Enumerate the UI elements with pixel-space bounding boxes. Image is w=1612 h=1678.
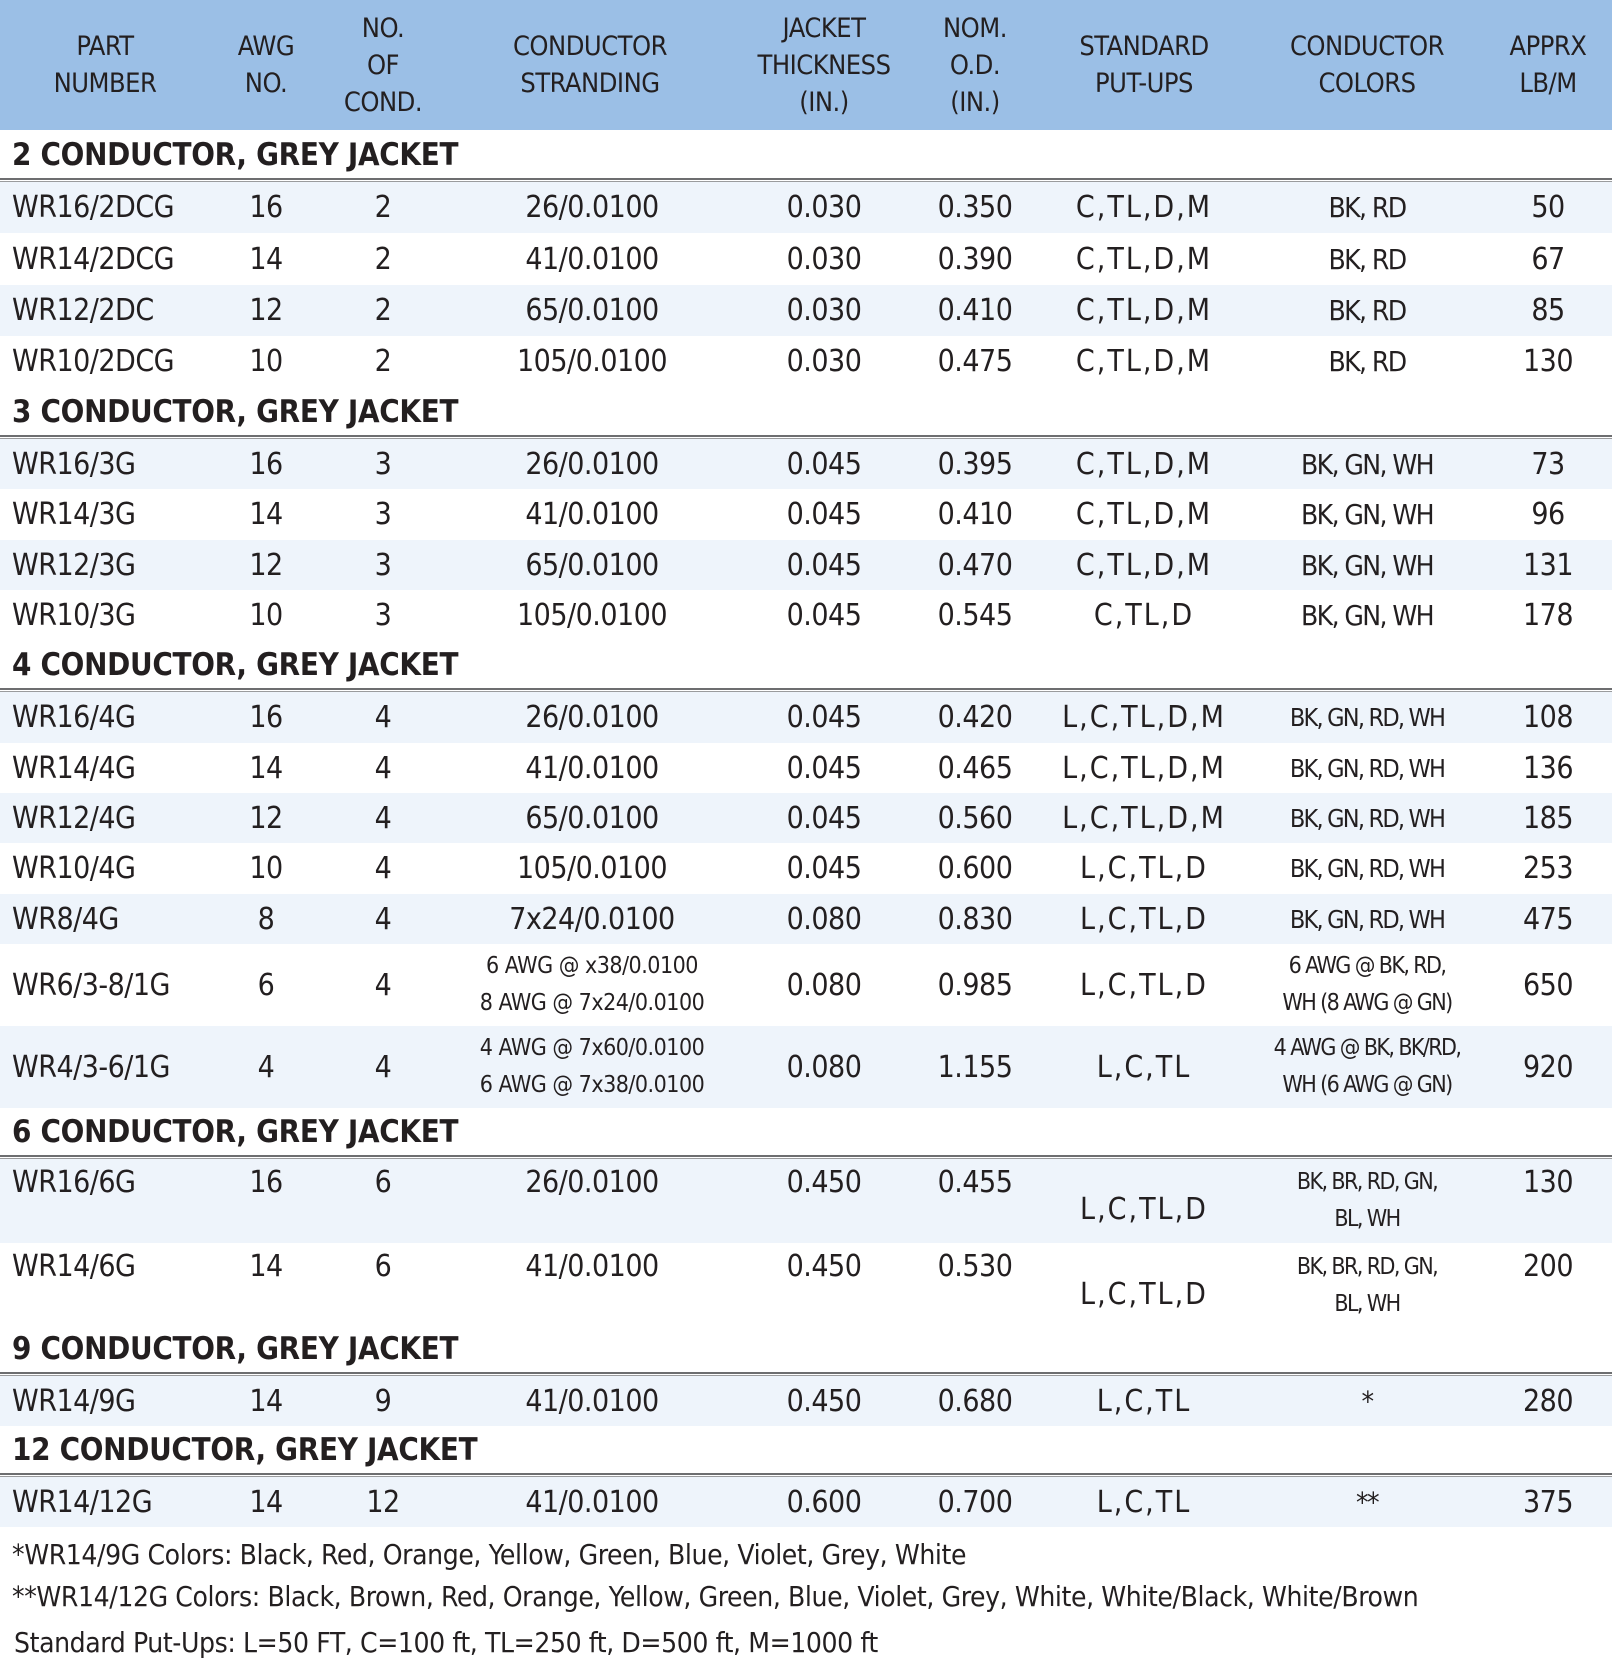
cell-lbm: 130 xyxy=(1522,343,1573,379)
cell-jacket: 0.045 xyxy=(786,750,862,786)
cell-awg: 14 xyxy=(249,1484,283,1520)
cell-awg: 12 xyxy=(249,547,283,583)
cell-part: WR12/2DC xyxy=(12,293,154,328)
cell-awg: 14 xyxy=(249,497,283,532)
cell-stranding xyxy=(440,336,744,386)
footnote-9g-colors: *WR14/9G Colors: Black, Red, Orange, Yellow, Green, Blue, Violet, Grey, White xyxy=(12,1538,967,1571)
cell-jacket: 0.080 xyxy=(786,901,862,937)
cell-stranding-line: 26/0.0100 xyxy=(525,190,659,225)
cell-stranding xyxy=(440,233,744,285)
cell-lbm: 67 xyxy=(1531,241,1565,277)
cell-awg: 12 xyxy=(249,800,283,836)
cell-cond: 6 xyxy=(374,1249,392,1284)
cell-stranding xyxy=(440,793,744,843)
cell-stranding-line: 8 AWG @ 7x24/0.0100 xyxy=(479,990,705,1016)
cell-od: 0.680 xyxy=(937,1383,1013,1419)
header-text: CONDUCTOR xyxy=(1289,31,1445,62)
cell-cond: 12 xyxy=(366,1484,400,1520)
table-row xyxy=(0,489,1612,540)
cell-lbm: 96 xyxy=(1531,497,1565,532)
cell-colors xyxy=(1244,233,1490,285)
cell-cond: 2 xyxy=(374,343,392,379)
cell-awg: 16 xyxy=(249,1165,283,1200)
cell-od: 0.560 xyxy=(937,800,1013,836)
header-apprx-lbm xyxy=(1490,0,1606,130)
cell-colors xyxy=(1244,1243,1490,1329)
section-title: 9 CONDUCTOR, GREY JACKET xyxy=(12,1331,459,1367)
cell-colors xyxy=(1244,540,1490,590)
cell-jacket: 0.450 xyxy=(786,1165,862,1200)
cell-awg: 12 xyxy=(249,293,283,328)
cell-colors-line: 6 AWG @ BK, RD, xyxy=(1288,953,1446,979)
cell-jacket: 0.030 xyxy=(786,343,862,379)
cell-od: 0.465 xyxy=(937,750,1013,786)
cell-stranding xyxy=(440,182,744,233)
cell-jacket: 0.045 xyxy=(786,446,862,482)
header-awg-no xyxy=(216,0,316,130)
header-text: PART xyxy=(76,31,134,62)
cell-lbm: 280 xyxy=(1522,1383,1573,1419)
table-row xyxy=(0,1477,1612,1527)
cell-jacket: 0.030 xyxy=(786,293,862,328)
cell-jacket: 0.080 xyxy=(786,967,862,1003)
cell-colors-line: BK, GN, WH xyxy=(1300,598,1433,632)
cell-colors-line: BK, GN, WH xyxy=(1300,447,1433,481)
cell-colors xyxy=(1244,1159,1490,1243)
cell-stranding-line: 6 AWG @ x38/0.0100 xyxy=(486,953,698,979)
cell-lbm: 130 xyxy=(1522,1165,1573,1200)
cell-stranding-line: 41/0.0100 xyxy=(525,750,659,786)
cell-part: WR14/2DCG xyxy=(12,241,175,277)
cell-colors-line: BK, RD xyxy=(1328,344,1406,378)
cell-putups: C,TL,D,M xyxy=(1075,446,1213,482)
table-row xyxy=(0,233,1612,285)
cell-lbm: 131 xyxy=(1522,547,1573,583)
cell-stranding-line: 65/0.0100 xyxy=(525,547,659,583)
cell-cond: 3 xyxy=(374,446,392,482)
cell-stranding-line: 41/0.0100 xyxy=(525,241,659,277)
header-text: STANDARD xyxy=(1079,31,1209,62)
cell-putups: C,TL,D,M xyxy=(1075,343,1213,379)
cell-stranding-line: 105/0.0100 xyxy=(516,597,667,633)
cell-od: 0.420 xyxy=(937,700,1013,735)
cell-stranding-line: 7x24/0.0100 xyxy=(509,901,675,937)
cell-cond: 4 xyxy=(374,750,392,786)
table-row xyxy=(0,590,1612,640)
table-row xyxy=(0,793,1612,843)
cell-awg: 8 xyxy=(257,901,275,937)
cell-colors xyxy=(1244,843,1490,894)
cell-awg: 14 xyxy=(249,1383,283,1419)
cell-cond: 3 xyxy=(374,497,392,532)
cell-stranding xyxy=(440,743,744,793)
table-row xyxy=(0,692,1612,743)
cell-colors-line: BK, BR, RD, GN, xyxy=(1296,1254,1438,1280)
section-title: 4 CONDUCTOR, GREY JACKET xyxy=(12,647,459,683)
cell-awg: 14 xyxy=(249,1249,283,1284)
table-row xyxy=(0,944,1612,1026)
cell-part: WR14/12G xyxy=(12,1484,153,1520)
cell-stranding xyxy=(440,692,744,743)
cell-putups: L,C,TL,D xyxy=(1080,1276,1208,1312)
cell-colors xyxy=(1244,944,1490,1026)
cell-stranding xyxy=(440,1477,744,1527)
cell-part: WR10/2DCG xyxy=(12,343,175,379)
header-text: APPRX xyxy=(1509,31,1587,62)
cell-colors xyxy=(1244,489,1490,540)
cell-part: WR14/4G xyxy=(12,750,136,786)
header-text: COND. xyxy=(343,86,423,118)
footnote-12g-colors: **WR14/12G Colors: Black, Brown, Red, Orange, Yellow, Green, Blue, Violet, Grey, White, White/Black, White/Brown xyxy=(12,1580,1419,1613)
cell-od: 1.155 xyxy=(937,1049,1013,1085)
cell-colors-line: ** xyxy=(1356,1485,1378,1519)
cell-stranding-line: 65/0.0100 xyxy=(525,800,659,836)
header-text: NUMBER xyxy=(53,68,157,99)
cell-part: WR12/4G xyxy=(12,800,136,836)
cell-stranding-line: 41/0.0100 xyxy=(525,1383,659,1419)
table-row xyxy=(0,843,1612,894)
header-conductor-colors xyxy=(1260,0,1474,130)
cell-stranding xyxy=(440,843,744,894)
cell-stranding xyxy=(440,439,744,489)
cell-putups: L,C,TL xyxy=(1096,1383,1192,1419)
cell-putups: C,TL,D,M xyxy=(1075,293,1213,328)
cell-putups: L,C,TL xyxy=(1096,1049,1192,1085)
cell-part: WR14/6G xyxy=(12,1249,136,1284)
cell-putups: L,C,TL,D,M xyxy=(1062,750,1226,786)
cell-jacket: 0.030 xyxy=(786,190,862,225)
cell-od: 0.700 xyxy=(937,1484,1013,1520)
cell-stranding-line: 41/0.0100 xyxy=(525,497,659,532)
cell-colors-line: 4 AWG @ BK, BK/RD, xyxy=(1273,1035,1461,1061)
cell-lbm: 136 xyxy=(1522,750,1573,786)
cell-cond: 3 xyxy=(374,597,392,633)
cell-cond: 4 xyxy=(374,1049,392,1085)
cell-colors-line: BK, RD xyxy=(1328,191,1406,224)
cell-lbm: 475 xyxy=(1522,901,1573,937)
cell-lbm: 178 xyxy=(1522,597,1573,633)
cell-od: 0.470 xyxy=(937,547,1013,583)
header-text: JACKET xyxy=(782,12,866,44)
header-text: PUT-UPS xyxy=(1095,68,1193,99)
cell-stranding-line: 26/0.0100 xyxy=(525,700,659,735)
cell-colors-line: BK, RD xyxy=(1328,242,1406,276)
cell-stranding-line: 41/0.0100 xyxy=(525,1249,659,1284)
cell-colors-line: BK, GN, RD, WH xyxy=(1289,753,1445,783)
cell-putups: C,TL,D,M xyxy=(1075,497,1213,532)
cell-lbm: 650 xyxy=(1522,967,1573,1003)
cell-part: WR8/4G xyxy=(12,901,119,937)
cell-lbm: 920 xyxy=(1522,1049,1573,1085)
cell-part: WR10/4G xyxy=(12,851,136,886)
cell-putups: C,TL,D xyxy=(1093,597,1195,633)
cell-od: 0.395 xyxy=(937,446,1013,482)
cell-colors-line: WH (6 AWG @ GN) xyxy=(1282,1072,1452,1098)
cell-jacket: 0.045 xyxy=(786,800,862,836)
cell-awg: 16 xyxy=(249,700,283,735)
cell-colors-line: BK, GN, WH xyxy=(1300,548,1433,582)
cell-jacket: 0.045 xyxy=(786,497,862,532)
cell-colors-line: BL, WH xyxy=(1334,1206,1400,1232)
cell-jacket: 0.045 xyxy=(786,700,862,735)
cell-cond: 4 xyxy=(374,700,392,735)
section-title: 6 CONDUCTOR, GREY JACKET xyxy=(12,1114,459,1150)
cell-colors-line: BK, GN, WH xyxy=(1300,498,1433,531)
header-text: NO. xyxy=(244,68,288,99)
cell-part: WR16/2DCG xyxy=(12,190,175,225)
cell-od: 0.350 xyxy=(937,190,1013,225)
cell-od: 0.530 xyxy=(937,1249,1013,1284)
cell-jacket: 0.450 xyxy=(786,1383,862,1419)
header-text: NOM. xyxy=(943,12,1007,44)
cell-stranding xyxy=(440,1026,744,1108)
cell-colors xyxy=(1244,590,1490,640)
cell-cond: 2 xyxy=(374,190,392,225)
cell-stranding xyxy=(440,590,744,640)
cell-colors-line: BK, GN, RD, WH xyxy=(1289,803,1445,833)
cell-part: WR10/3G xyxy=(12,597,136,633)
cell-od: 0.455 xyxy=(937,1165,1013,1200)
cell-colors xyxy=(1244,793,1490,843)
cell-lbm: 200 xyxy=(1522,1249,1573,1284)
table-row xyxy=(0,540,1612,590)
cell-od: 0.410 xyxy=(937,497,1013,532)
cell-awg: 14 xyxy=(249,750,283,786)
header-text: LB/M xyxy=(1519,68,1577,99)
cell-colors-line: BK, GN, RD, WH xyxy=(1289,904,1445,934)
table-row xyxy=(0,1376,1612,1426)
cell-jacket: 0.045 xyxy=(786,597,862,633)
table-row xyxy=(0,743,1612,793)
cell-colors xyxy=(1244,439,1490,489)
cell-part: WR14/3G xyxy=(12,497,136,532)
header-text: AWG xyxy=(237,31,295,62)
section-title: 2 CONDUCTOR, GREY JACKET xyxy=(12,137,459,173)
cell-colors xyxy=(1244,336,1490,386)
cell-awg: 4 xyxy=(257,1049,275,1085)
header-standard-put-ups xyxy=(1040,0,1248,130)
cell-lbm: 185 xyxy=(1522,800,1573,836)
cell-od: 0.475 xyxy=(937,343,1013,379)
table-row xyxy=(0,894,1612,944)
header-conductor-stranding xyxy=(462,0,718,130)
cell-stranding xyxy=(440,285,744,336)
cell-stranding-line: 105/0.0100 xyxy=(516,851,667,886)
cell-part: WR12/3G xyxy=(12,547,136,583)
cell-colors-line: BK, BR, RD, GN, xyxy=(1296,1169,1438,1195)
header-text: THICKNESS xyxy=(757,49,891,81)
table-row xyxy=(0,1159,1612,1243)
cell-stranding xyxy=(440,1159,744,1243)
cell-cond: 2 xyxy=(374,293,392,328)
cell-lbm: 73 xyxy=(1531,446,1565,482)
cell-part: WR16/6G xyxy=(12,1165,136,1200)
cell-awg: 14 xyxy=(249,241,283,277)
cell-stranding xyxy=(440,1376,744,1426)
cell-cond: 6 xyxy=(374,1165,392,1200)
cell-cond: 4 xyxy=(374,967,392,1003)
cell-cond: 2 xyxy=(374,241,392,277)
cell-part: WR6/3-8/1G xyxy=(12,967,170,1003)
cell-cond: 4 xyxy=(374,901,392,937)
table-row xyxy=(0,1026,1612,1108)
cell-colors-line: BK, GN, RD, WH xyxy=(1289,854,1445,883)
cell-colors xyxy=(1244,894,1490,944)
table-row xyxy=(0,285,1612,336)
cell-od: 0.545 xyxy=(937,597,1013,633)
cell-colors-line: * xyxy=(1361,1384,1373,1418)
cell-awg: 16 xyxy=(249,446,283,482)
cell-stranding xyxy=(440,1243,744,1329)
cell-putups: C,TL,D,M xyxy=(1075,547,1213,583)
cell-colors-line: BL, WH xyxy=(1334,1291,1400,1317)
cell-putups: L,C,TL,D xyxy=(1080,967,1208,1003)
cell-putups: L,C,TL,D,M xyxy=(1062,800,1226,836)
cell-putups: L,C,TL xyxy=(1096,1484,1192,1520)
header-jacket-thickness xyxy=(736,0,912,130)
cell-stranding xyxy=(440,540,744,590)
table-row xyxy=(0,1243,1612,1329)
cell-stranding xyxy=(440,944,744,1026)
cell-colors xyxy=(1244,1026,1490,1108)
table-row xyxy=(0,336,1612,386)
header-text: CONDUCTOR xyxy=(512,31,668,62)
cell-cond: 4 xyxy=(374,800,392,836)
cell-part: WR16/4G xyxy=(12,700,136,735)
cell-od: 0.390 xyxy=(937,241,1013,277)
cell-lbm: 375 xyxy=(1522,1484,1573,1520)
header-text: NO. xyxy=(361,12,405,44)
header-text: O.D. xyxy=(949,49,1001,81)
cell-putups: C,TL,D,M xyxy=(1075,190,1213,225)
cell-colors xyxy=(1244,285,1490,336)
cell-jacket: 0.450 xyxy=(786,1249,862,1284)
cell-stranding xyxy=(440,489,744,540)
cell-putups: C,TL,D,M xyxy=(1075,241,1213,277)
table-row xyxy=(0,182,1612,233)
cell-od: 0.985 xyxy=(937,967,1013,1003)
header-text: OF xyxy=(366,49,400,81)
header-text: (IN.) xyxy=(799,86,849,118)
cell-od: 0.830 xyxy=(937,901,1013,937)
cell-cond: 9 xyxy=(374,1383,392,1419)
cell-lbm: 50 xyxy=(1531,190,1565,225)
cell-putups: L,C,TL,D xyxy=(1080,901,1208,937)
cell-stranding-line: 26/0.0100 xyxy=(525,446,659,482)
cell-awg: 10 xyxy=(249,851,283,886)
cell-awg: 16 xyxy=(249,190,283,225)
table-row xyxy=(0,439,1612,489)
cell-colors-line: WH (8 AWG @ GN) xyxy=(1282,990,1452,1016)
cell-jacket: 0.600 xyxy=(786,1484,862,1520)
cell-lbm: 108 xyxy=(1522,700,1573,735)
header-part-number xyxy=(0,0,210,130)
header-text: (IN.) xyxy=(950,86,1000,118)
cell-stranding-line: 6 AWG @ 7x38/0.0100 xyxy=(479,1072,705,1098)
cell-colors xyxy=(1244,1477,1490,1527)
header-text: STRANDING xyxy=(520,68,660,99)
cell-od: 0.600 xyxy=(937,851,1013,886)
cell-lbm: 253 xyxy=(1522,851,1573,886)
cell-part: WR14/9G xyxy=(12,1383,136,1419)
cell-colors xyxy=(1244,182,1490,233)
section-title: 12 CONDUCTOR, GREY JACKET xyxy=(12,1432,478,1468)
cell-awg: 10 xyxy=(249,343,283,379)
cell-jacket: 0.045 xyxy=(786,851,862,886)
cell-colors-line: BK, RD xyxy=(1328,294,1406,327)
cell-cond: 3 xyxy=(374,547,392,583)
cell-stranding xyxy=(440,894,744,944)
cell-part: WR16/3G xyxy=(12,446,136,482)
header-no-of-cond xyxy=(330,0,436,130)
cell-colors-line: BK, GN, RD, WH xyxy=(1289,703,1445,732)
cell-cond: 4 xyxy=(374,851,392,886)
cell-putups: L,C,TL,D,M xyxy=(1062,700,1226,735)
header-nom-od xyxy=(920,0,1030,130)
cell-jacket: 0.045 xyxy=(786,547,862,583)
header-text: COLORS xyxy=(1318,68,1416,99)
cell-awg: 6 xyxy=(257,967,275,1003)
cell-part: WR4/3-6/1G xyxy=(12,1049,170,1085)
cell-colors xyxy=(1244,1376,1490,1426)
cell-stranding-line: 4 AWG @ 7x60/0.0100 xyxy=(479,1035,705,1061)
cell-awg: 10 xyxy=(249,597,283,633)
cell-stranding-line: 65/0.0100 xyxy=(525,293,659,328)
cell-stranding-line: 105/0.0100 xyxy=(516,343,667,379)
cell-od: 0.410 xyxy=(937,293,1013,328)
table-header xyxy=(0,0,1612,130)
cell-jacket: 0.080 xyxy=(786,1049,862,1085)
cell-colors xyxy=(1244,692,1490,743)
cell-putups: L,C,TL,D xyxy=(1080,1191,1208,1227)
cell-putups: L,C,TL,D xyxy=(1080,851,1208,886)
footnote-standard-put-ups: Standard Put-Ups: L=50 FT, C=100 ft, TL=250 ft, D=500 ft, M=1000 ft xyxy=(14,1626,878,1659)
section-title: 3 CONDUCTOR, GREY JACKET xyxy=(12,394,459,430)
cell-stranding-line: 41/0.0100 xyxy=(525,1484,659,1520)
cell-stranding-line: 26/0.0100 xyxy=(525,1165,659,1200)
cell-lbm: 85 xyxy=(1531,293,1565,328)
cell-colors xyxy=(1244,743,1490,793)
cell-jacket: 0.030 xyxy=(786,241,862,277)
